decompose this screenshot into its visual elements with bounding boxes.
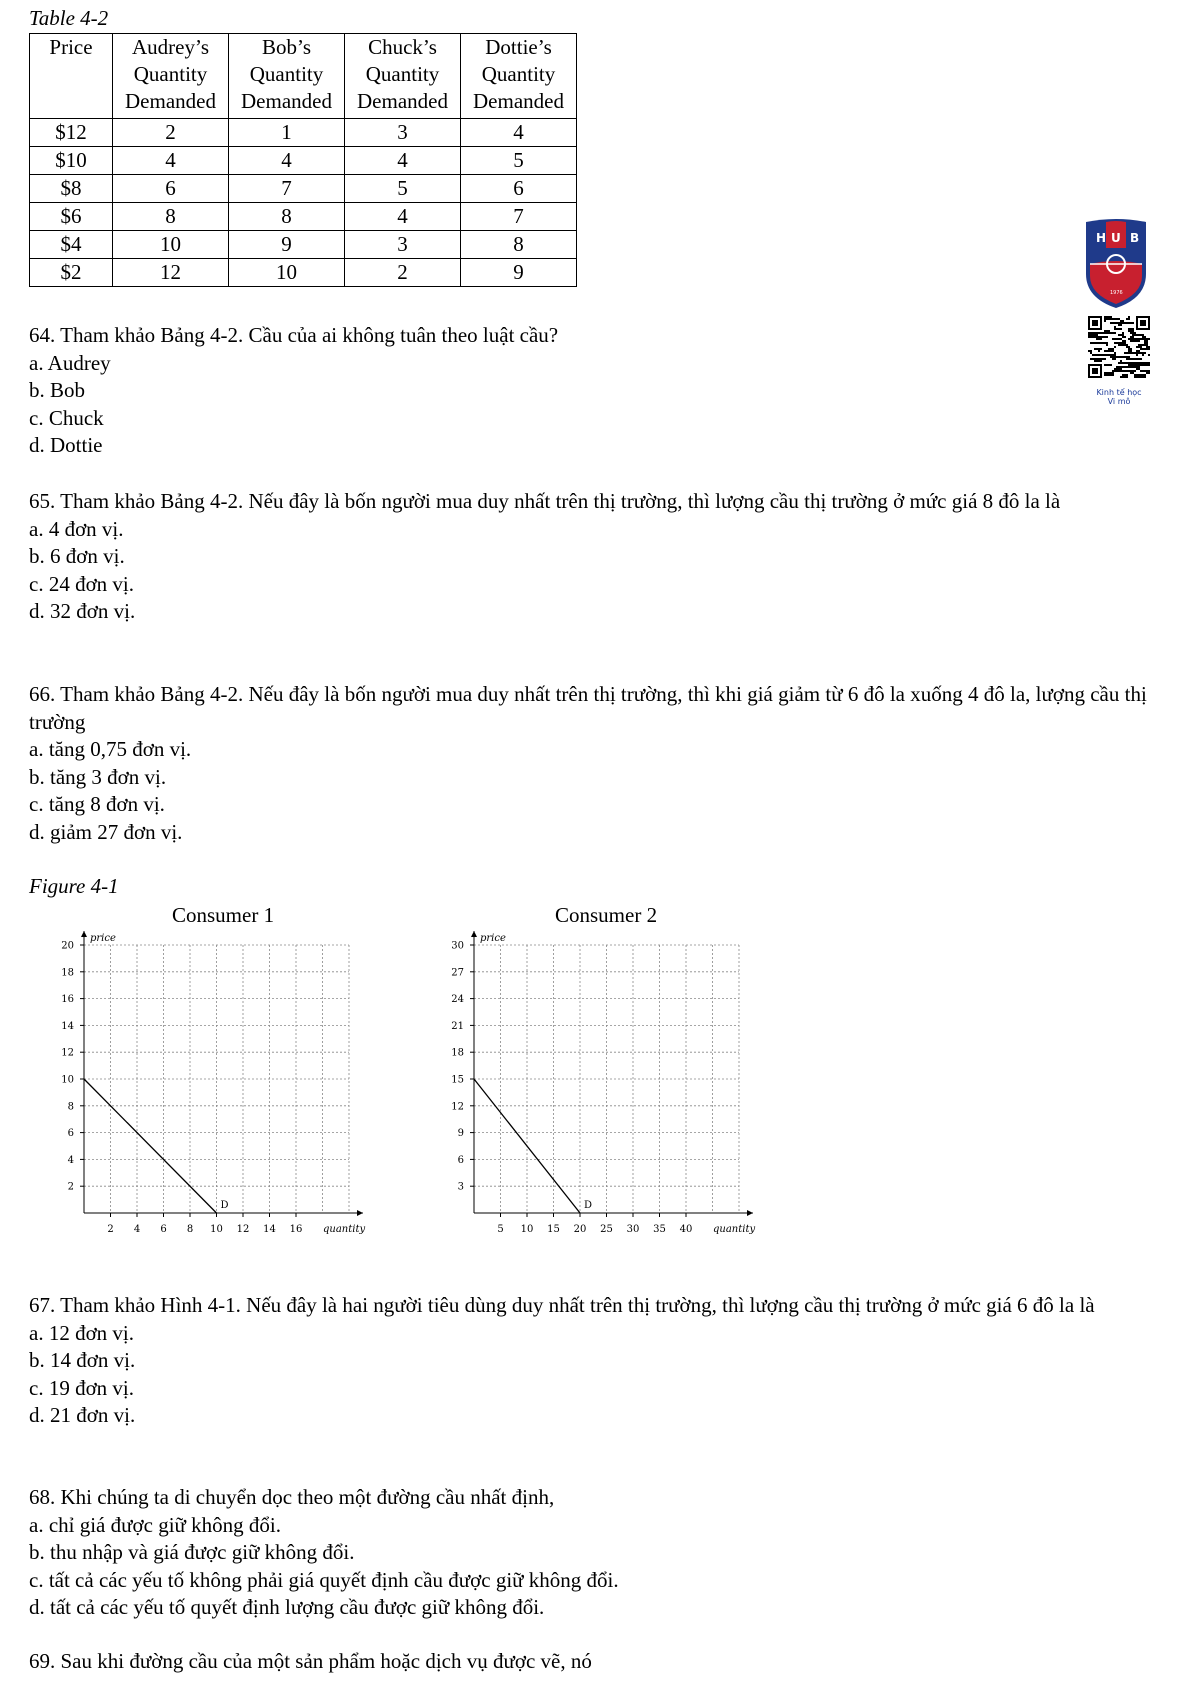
y-tick-label: 10 — [61, 1074, 74, 1086]
y-tick-label: 3 — [457, 1181, 464, 1193]
hub-logo — [1084, 218, 1148, 310]
table-row — [30, 231, 577, 259]
cell: 1 — [229, 119, 345, 147]
table-row — [30, 119, 577, 147]
figure-caption: Figure 4-1 — [29, 874, 119, 898]
option-d: d. tất cả các yếu tố quyết định lượng cầu được giữ không đổi. — [29, 1595, 545, 1619]
question-68 — [29, 1484, 1169, 1622]
question-69 — [29, 1648, 1169, 1676]
cell: $4 — [30, 231, 113, 259]
question-text: 64. Tham khảo Bảng 4-2. Cầu của ai không tuân theo luật cầu? — [29, 323, 559, 347]
y-axis-arrow — [81, 931, 87, 937]
cell: 9 — [229, 231, 345, 259]
option-d: d. Dottie — [29, 433, 103, 457]
x-tick-label: 5 — [497, 1224, 504, 1235]
question-text: 69. Sau khi đường cầu của một sản phẩm hoặc dịch vụ được vẽ, nó — [29, 1649, 592, 1673]
svg-text:U: U — [1111, 231, 1121, 245]
cell: 8 — [229, 203, 345, 231]
x-tick-label: 40 — [679, 1224, 693, 1235]
option-a: a. 4 đơn vị. — [29, 516, 124, 541]
option-b: b. Bob — [29, 378, 86, 402]
option-d: d. 32 đơn vị. — [29, 599, 136, 623]
y-tick-label: 6 — [67, 1128, 74, 1140]
demand-curve-label: D — [220, 1200, 229, 1211]
svg-text:H: H — [1096, 231, 1107, 245]
cell: 3 — [345, 119, 461, 147]
cell: $2 — [30, 259, 113, 287]
cell: 5 — [345, 175, 461, 203]
y-axis-label: price — [90, 933, 116, 944]
logo-caption-line1: Kinh tế học — [1096, 388, 1142, 397]
cell: 4 — [345, 147, 461, 175]
chart-grid — [84, 945, 349, 1213]
cell: $8 — [30, 175, 113, 203]
chart-title-consumer-1: Consumer 1 — [172, 903, 275, 927]
x-axis-label: quantity — [323, 1224, 366, 1235]
cell: $12 — [30, 119, 113, 147]
x-tick-label: 10 — [210, 1224, 223, 1235]
cell: 4 — [229, 147, 345, 175]
y-tick-label: 30 — [451, 940, 464, 952]
cell: 4 — [345, 203, 461, 231]
cell: 4 — [461, 119, 577, 147]
header-price: Price — [30, 34, 113, 119]
y-tick-label: 2 — [67, 1181, 74, 1193]
y-tick-label: 27 — [451, 967, 464, 979]
y-tick-label: 15 — [451, 1074, 464, 1086]
cell: 7 — [461, 203, 577, 231]
table-row — [30, 203, 577, 231]
x-tick-label: 30 — [626, 1224, 640, 1235]
x-tick-label: 25 — [600, 1224, 613, 1235]
question-text: 67. Tham khảo Hình 4-1. Nếu đây là hai người tiêu dùng duy nhất trên thị trường, thì lượng cầu thị trường ở mức giá 6 đô la là — [29, 1293, 1095, 1317]
cell: 4 — [113, 147, 229, 175]
y-tick-label: 18 — [451, 1047, 464, 1059]
header-bob: Bob’s Quantity Demanded — [229, 34, 345, 119]
y-axis-arrow — [471, 931, 477, 937]
y-tick-label: 14 — [61, 1020, 74, 1032]
header-dottie: Dottie’s Quantity Demanded — [461, 34, 577, 119]
cell: 8 — [461, 231, 577, 259]
cell: $10 — [30, 147, 113, 175]
header-audrey: Audrey’s Quantity Demanded — [113, 34, 229, 119]
option-a: a. chỉ giá được giữ không đổi. — [29, 1512, 281, 1537]
option-c: c. tất cả các yếu tố không phải giá quyết định cầu được giữ không đổi. — [29, 1567, 619, 1592]
option-d: d. 21 đơn vị. — [29, 1403, 136, 1427]
table-caption: Table 4-2 — [29, 6, 109, 30]
option-a: a. tăng 0,75 đơn vị. — [29, 737, 192, 761]
cell: 2 — [113, 119, 229, 147]
x-tick-label: 6 — [160, 1224, 167, 1235]
question-64 — [29, 322, 1169, 460]
y-tick-label: 24 — [451, 994, 464, 1006]
x-tick-label: 8 — [186, 1224, 194, 1235]
cell: 2 — [345, 259, 461, 287]
y-tick-label: 21 — [451, 1020, 464, 1032]
question-text: 68. Khi chúng ta di chuyển dọc theo một đường cầu nhất định, — [29, 1485, 555, 1509]
question-66 — [29, 681, 1169, 846]
x-tick-label: 14 — [263, 1224, 276, 1235]
demand-curve — [474, 1079, 580, 1213]
y-tick-label: 20 — [61, 940, 74, 952]
table-row — [30, 175, 577, 203]
x-tick-label: 4 — [133, 1224, 141, 1235]
question-67 — [29, 1292, 1169, 1430]
option-c: c. Chuck — [29, 405, 104, 430]
question-text: 66. Tham khảo Bảng 4-2. Nếu đây là bốn người mua duy nhất trên thị trường, thì khi giá giảm từ 6 đô la xuống 4 đô la, lượng cầu thị trường — [29, 682, 1147, 734]
option-a: a. Audrey — [29, 350, 111, 375]
y-tick-label: 16 — [61, 994, 74, 1006]
cell: 5 — [461, 147, 577, 175]
logo-caption-line2: Vi mô — [1107, 397, 1131, 406]
option-a: a. 12 đơn vị. — [29, 1320, 135, 1345]
x-tick-label: 20 — [573, 1224, 587, 1235]
cell: 10 — [113, 231, 229, 259]
y-tick-label: 4 — [67, 1154, 74, 1166]
cell: 9 — [461, 259, 577, 287]
consumer-2-chart — [430, 928, 790, 1258]
cell: 6 — [461, 175, 577, 203]
option-c: c. 24 đơn vị. — [29, 571, 135, 596]
y-tick-label: 6 — [457, 1154, 464, 1166]
option-b: b. 14 đơn vị. — [29, 1348, 136, 1372]
y-tick-label: 9 — [457, 1128, 464, 1140]
y-tick-label: 12 — [61, 1047, 74, 1059]
chart-title-consumer-2: Consumer 2 — [555, 903, 658, 927]
x-tick-label: 35 — [653, 1224, 666, 1235]
y-axis-label: price — [480, 933, 506, 944]
option-b: b. tăng 3 đơn vị. — [29, 764, 167, 789]
header-chuck: Chuck’s Quantity Demanded — [345, 34, 461, 119]
consumer-1-chart — [40, 928, 400, 1258]
x-axis-label: quantity — [713, 1224, 756, 1235]
svg-text:1976: 1976 — [1110, 290, 1123, 296]
demand-curve-label: D — [584, 1200, 593, 1211]
x-tick-label: 15 — [547, 1224, 560, 1235]
cell: 3 — [345, 231, 461, 259]
question-65 — [29, 488, 1169, 626]
y-tick-label: 18 — [61, 967, 74, 979]
table-header-row — [30, 34, 577, 119]
y-tick-label: 8 — [67, 1101, 74, 1113]
cell: $6 — [30, 203, 113, 231]
x-tick-label: 12 — [236, 1224, 250, 1235]
x-axis-arrow — [747, 1210, 753, 1216]
table-row — [30, 259, 577, 287]
x-axis-arrow — [357, 1210, 363, 1216]
option-c: c. tăng 8 đơn vị. — [29, 792, 165, 816]
cell: 7 — [229, 175, 345, 203]
x-tick-label: 10 — [520, 1224, 534, 1235]
svg-text:B: B — [1130, 231, 1140, 245]
cell: 8 — [113, 203, 229, 231]
chart-grid — [474, 945, 739, 1213]
cell: 6 — [113, 175, 229, 203]
y-tick-label: 12 — [451, 1101, 464, 1113]
option-b: b. thu nhập và giá được giữ không đổi. — [29, 1540, 355, 1564]
x-tick-label: 16 — [289, 1224, 303, 1235]
option-b: b. 6 đơn vị. — [29, 544, 125, 568]
table-row — [30, 147, 577, 175]
hub-shield-icon — [1084, 218, 1148, 310]
x-tick-label: 2 — [107, 1224, 114, 1235]
option-d: d. giảm 27 đơn vị. — [29, 819, 183, 844]
cell: 12 — [113, 259, 229, 287]
demand-curve — [84, 1079, 217, 1213]
option-c: c. 19 đơn vị. — [29, 1375, 135, 1400]
question-text: 65. Tham khảo Bảng 4-2. Nếu đây là bốn người mua duy nhất trên thị trường, thì lượng cầu thị trường ở mức giá 8 đô la là — [29, 489, 1061, 513]
demand-table — [29, 33, 577, 287]
cell: 10 — [229, 259, 345, 287]
